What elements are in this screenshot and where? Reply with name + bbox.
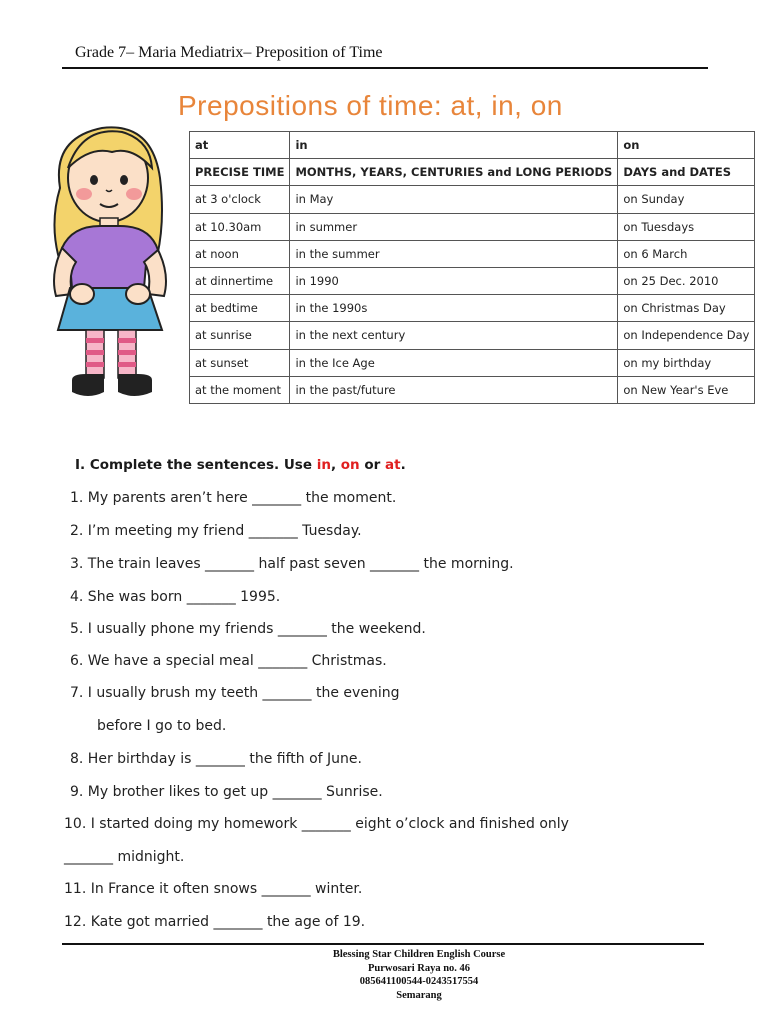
table-cell: on my birthday	[618, 349, 755, 376]
table-row	[190, 186, 755, 213]
table-row	[190, 349, 755, 376]
table-cell: in 1990	[290, 267, 618, 294]
table-header-row	[190, 132, 755, 159]
table-cell: on 6 March	[618, 240, 755, 267]
table-cell: at dinnertime	[190, 267, 290, 294]
table-cell: on Christmas Day	[618, 295, 755, 322]
footer-divider	[62, 943, 704, 945]
table-row	[190, 240, 755, 267]
exercise-sentence: 10. I started doing my homework _______ eight o’clock and finished only	[64, 816, 569, 832]
table-cell: at 10.30am	[190, 213, 290, 240]
exercise-sentence: 6. We have a special meal _______ Christmas.	[70, 653, 387, 669]
footer-line: Semarang	[396, 989, 442, 1001]
table-subheader-cell: DAYS and DATES	[618, 159, 755, 186]
exercise-sentence: 9. My brother likes to get up _______ Sunrise.	[70, 784, 383, 800]
table-header-cell: on	[618, 132, 755, 159]
table-subheader-cell: MONTHS, YEARS, CENTURIES and LONG PERIODS	[290, 159, 618, 186]
exercise-instructions	[75, 457, 406, 473]
instruction-period: .	[400, 457, 406, 473]
table-cell: on 25 Dec. 2010	[618, 267, 755, 294]
table-cell: on Tuesdays	[618, 213, 755, 240]
table-row	[190, 322, 755, 349]
exercise-sentence: 11. In France it often snows _______ winter.	[64, 881, 363, 897]
page-header-title: Grade 7– Maria Mediatrix– Preposition of Time	[75, 44, 383, 61]
table-row	[190, 213, 755, 240]
table-cell: in the next century	[290, 322, 618, 349]
footer-line: Blessing Star Children English Course	[332, 949, 506, 960]
table-cell: at bedtime	[190, 295, 290, 322]
table-subheader-cell: PRECISE TIME	[190, 159, 290, 186]
table-cell: on New Year's Eve	[618, 376, 755, 403]
instruction-or: or	[359, 457, 386, 473]
exercise-sentence: 12. Kate got married _______ the age of 19.	[64, 914, 366, 930]
girl-illustration	[42, 118, 182, 418]
table-cell: at sunset	[190, 349, 290, 376]
table-cell: at 3 o'clock	[190, 186, 290, 213]
banner-title: Prepositions of time: at, in, on	[178, 90, 563, 121]
table-header-cell: in	[290, 132, 618, 159]
table-header-cell: at	[190, 132, 290, 159]
table-cell: in the 1990s	[290, 295, 618, 322]
table-cell: in the Ice Age	[290, 349, 618, 376]
exercise-sentence: 7. I usually brush my teeth _______ the evening	[70, 685, 400, 701]
table-cell: in the past/future	[290, 376, 618, 403]
keyword-at: at	[385, 457, 401, 473]
exercise-sentence: 5. I usually phone my friends _______ the weekend.	[70, 621, 426, 637]
table-cell: in summer	[290, 213, 618, 240]
footer-line: Purwosari Raya no. 46	[367, 962, 471, 974]
table-cell: at sunrise	[190, 322, 290, 349]
keyword-on: on	[340, 457, 360, 473]
instruction-comma: ,	[330, 457, 341, 473]
exercise-sentence: 2. I’m meeting my friend _______ Tuesday.	[70, 523, 362, 539]
exercise-sentence-continuation: _______ midnight.	[64, 849, 185, 865]
table-row	[190, 376, 755, 403]
table-cell: on Independence Day	[618, 322, 755, 349]
table-cell: in the summer	[290, 240, 618, 267]
instruction-prefix: I. Complete the sentences. Use	[75, 457, 317, 473]
table-cell: in May	[290, 186, 618, 213]
exercise-sentence: 8. Her birthday is _______ the fifth of June.	[70, 751, 362, 767]
prepositions-table	[189, 131, 755, 404]
table-cell: at the moment	[190, 376, 290, 403]
table-cell: at noon	[190, 240, 290, 267]
table-subheader-row	[190, 159, 755, 186]
table-row	[190, 267, 755, 294]
table-row	[190, 295, 755, 322]
exercise-sentence: 4. She was born _______ 1995.	[70, 589, 281, 605]
table-cell: on Sunday	[618, 186, 755, 213]
footer	[0, 948, 768, 1002]
exercise-sentence-continuation: before I go to bed.	[97, 718, 227, 734]
header-divider	[62, 67, 708, 69]
keyword-in: in	[316, 457, 331, 473]
exercise-sentence: 3. The train leaves _______ half past seven _______ the morning.	[70, 556, 514, 572]
footer-line: 085641100544-0243517554	[359, 976, 479, 987]
exercise-sentence: 1. My parents aren’t here _______ the moment.	[70, 490, 397, 506]
